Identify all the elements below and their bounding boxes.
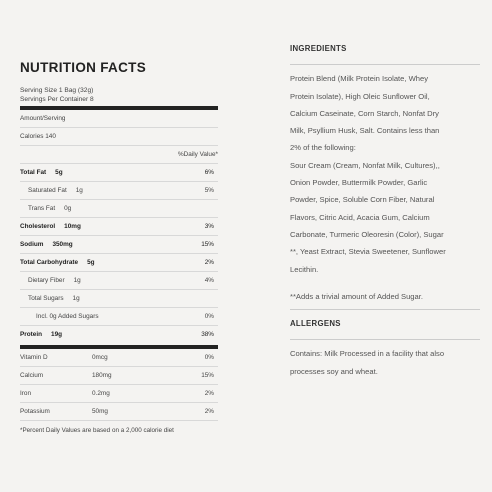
vitamin-pct: 15% <box>201 372 214 379</box>
nutrient-pct: 6% <box>204 169 214 176</box>
ingredients-line: Powder, Spice, Soluble Corn Fiber, Natural <box>290 195 435 205</box>
nutrient-row-added-sugars <box>20 308 218 326</box>
nutrient-label: Saturated Fat <box>28 187 67 194</box>
vitamin-amount: 180mg <box>92 372 112 379</box>
nutrient-label: Total Sugars <box>28 295 64 302</box>
vitamin-row-potassium <box>20 403 218 421</box>
allergens-heading: ALLERGENS <box>290 319 341 329</box>
nutrient-label: Dietary Fiber <box>28 277 65 284</box>
calories-row <box>20 128 218 146</box>
nutrient-row-cholesterol <box>20 218 218 236</box>
nutrient-amount: 0g <box>64 205 72 212</box>
ingredients-line: Milk, Psyllium Husk, Salt. Contains less than <box>290 126 440 136</box>
nutrient-amount: 350mg <box>52 241 73 248</box>
nutrient-amount: 1g <box>73 277 81 284</box>
vitamin-amount: 0mcg <box>92 354 108 361</box>
ingredients-line: Carbonate, Turmeric Oleoresin (Color), Sugar <box>290 229 444 239</box>
allergens-text <box>290 345 480 380</box>
footnote: *Percent Daily Values are based on a 2,000 calorie diet <box>20 427 174 434</box>
dv-header-text: %Daily Value* <box>177 151 218 158</box>
nutrient-row-total-fat <box>20 164 218 182</box>
vitamin-pct: 2% <box>204 390 214 397</box>
ingredients-text <box>290 70 480 278</box>
nutrient-label: Cholesterol <box>20 223 56 230</box>
nutrient-row-dietary-fiber <box>20 272 218 290</box>
nutrient-row-saturated-fat <box>20 182 218 200</box>
ingredients-line: Sour Cream (Cream, Nonfat Milk, Cultures),, <box>290 160 440 170</box>
nutrient-label: Protein <box>20 331 43 338</box>
vitamin-row-iron <box>20 385 218 403</box>
amount-label <box>20 110 218 128</box>
nutrient-amount: 10mg <box>64 223 81 230</box>
ingredients-line: Onion Powder, Buttermilk Powder, Garlic <box>290 178 428 188</box>
nutrient-label: Total Carbohydrate <box>20 259 79 266</box>
nutrient-pct: 4% <box>204 277 214 284</box>
nutrient-row-protein <box>20 326 218 343</box>
nutrient-label: Trans Fat <box>28 205 56 212</box>
nutrient-pct: 15% <box>201 241 214 248</box>
nutrient-pct: 38% <box>201 331 214 338</box>
nutrient-row-total-sugars <box>20 290 218 308</box>
nutrient-pct: 0% <box>204 313 214 320</box>
nutrient-row-total-carbohydrate <box>20 254 218 272</box>
nutrient-amount: 1g <box>75 187 83 194</box>
vitamin-label: Calcium <box>20 372 44 379</box>
nutrient-row-trans-fat <box>20 200 218 218</box>
divider <box>290 339 480 340</box>
vitamin-amount: 0.2mg <box>92 390 110 397</box>
nutrient-amount: 19g <box>51 331 63 338</box>
allergens-line: Contains: Milk Processed in a facility that also <box>290 349 445 359</box>
vitamin-label: Potassium <box>20 408 50 415</box>
ingredients-line: 2% of the following: <box>290 143 356 153</box>
vitamin-row-vitamin-d <box>20 349 218 367</box>
vitamin-pct: 0% <box>204 354 214 361</box>
nutrient-pct: 3% <box>204 223 214 230</box>
vitamin-amount: 50mg <box>92 408 108 415</box>
ingredients-line: Calcium Caseinate, Corn Starch, Nonfat Dry <box>290 108 439 118</box>
nutrient-row-sodium <box>20 236 218 254</box>
serving-size: Serving Size 1 Bag (32g) <box>20 87 94 94</box>
ingredients-heading: INGREDIENTS <box>290 44 347 53</box>
added-sugar-note: **Adds a trivial amount of Added Sugar. <box>290 291 423 301</box>
nutrition-facts-panel <box>20 60 218 434</box>
amount-label-text: Amount/Serving <box>20 115 66 122</box>
allergens-line: processes soy and wheat. <box>290 366 378 376</box>
divider <box>290 309 480 310</box>
vitamin-label: Vitamin D <box>20 354 48 361</box>
vitamin-label: Iron <box>20 390 32 397</box>
ingredients-panel <box>290 40 480 380</box>
vitamin-pct: 2% <box>204 408 214 415</box>
ingredients-line: Protein Blend (Milk Protein Isolate, Whey <box>290 74 429 84</box>
nutrient-amount: 1g <box>72 295 80 302</box>
dv-header <box>20 146 218 164</box>
nutrient-label: Sodium <box>20 241 44 248</box>
nutrient-pct: 2% <box>204 259 214 266</box>
ingredients-line: Lecithin. <box>290 264 319 274</box>
nutrition-title: NUTRITION FACTS <box>20 60 146 75</box>
ingredients-line: Protein Isolate), High Oleic Sunflower Oil, <box>290 91 430 101</box>
ingredients-line: **, Yeast Extract, Stevia Sweetener, Sunflower <box>290 247 446 257</box>
ingredients-line: Flavors, Citric Acid, Acacia Gum, Calcium <box>290 212 430 222</box>
nutrient-label: Incl. 0g Added Sugars <box>36 313 99 320</box>
calories-text: Calories 140 <box>20 133 56 140</box>
divider <box>290 64 480 65</box>
nutrient-label: Total Fat <box>20 169 47 176</box>
vitamin-row-calcium <box>20 367 218 385</box>
nutrient-amount: 5g <box>87 259 95 266</box>
nutrient-pct: 5% <box>204 187 214 194</box>
servings-per-container: Servings Per Container 8 <box>20 95 94 103</box>
nutrient-amount: 5g <box>55 169 63 176</box>
